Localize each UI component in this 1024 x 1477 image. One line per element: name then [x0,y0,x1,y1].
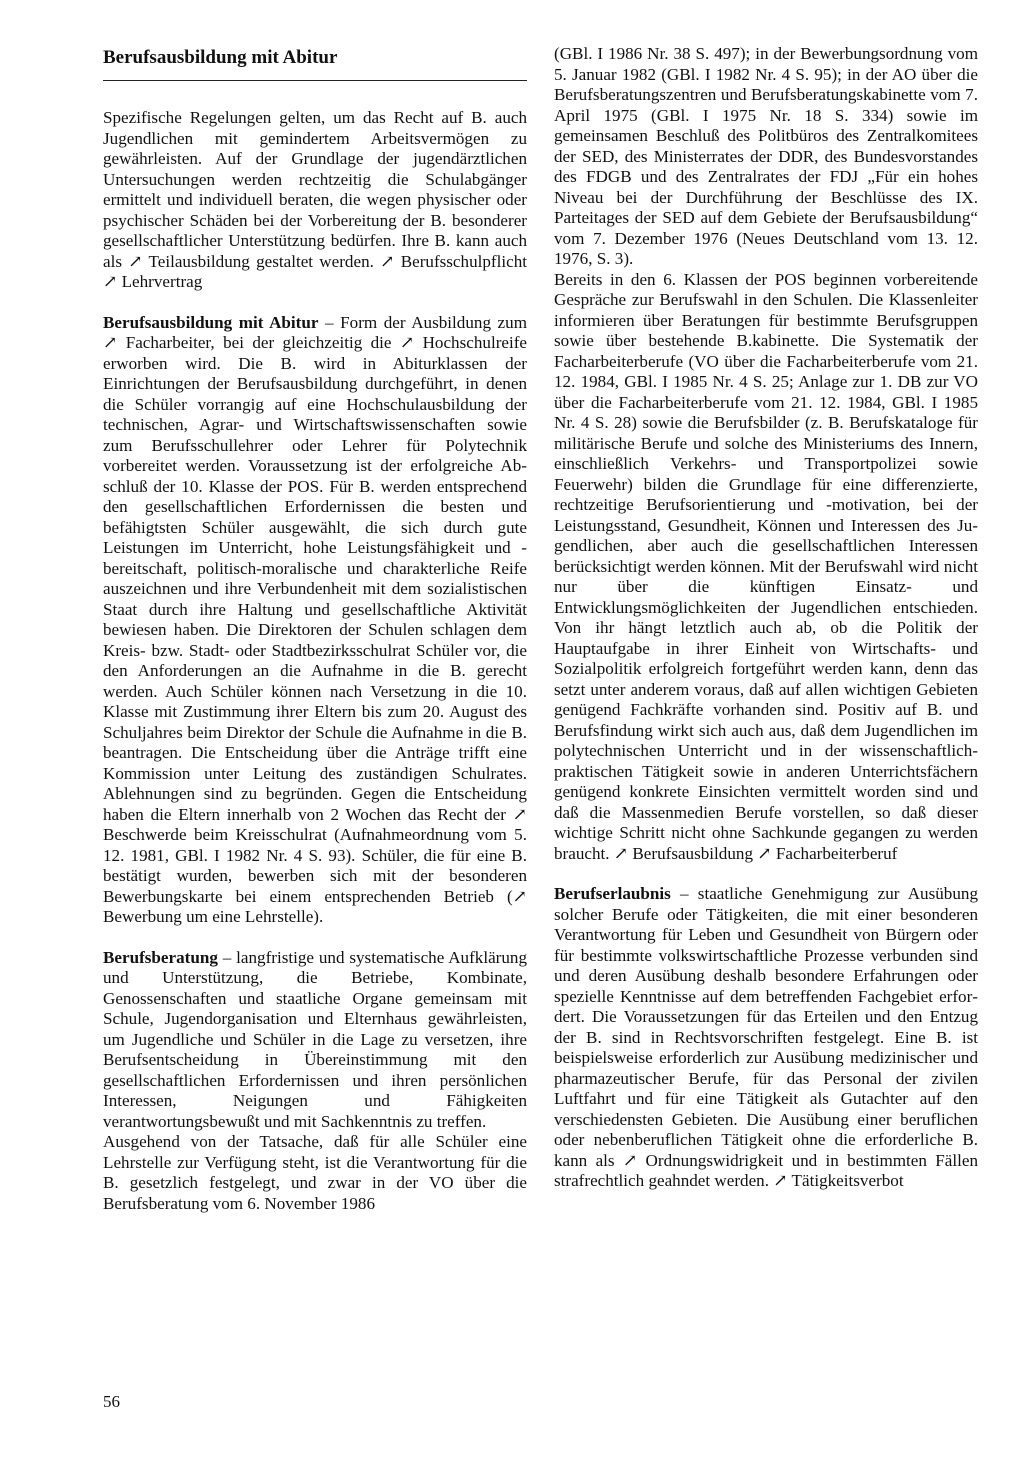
entry-berufsausbildung-mit-abitur [103,313,527,928]
paragraph-berufsberatung-continued: Ausgehend von der Tatsache, daß für alle Schüler eine Lehrstelle zur Verfügung steht, ist die Verantwortung für die B. gesetzlich festgelegt, und zwar in der VO über die Berufsberatung vom 6. November 1986 [103,1132,527,1213]
entry-term: Berufsberatung [103,947,218,967]
header-divider [103,80,527,81]
paragraph-gap [554,864,978,884]
entry-term: Berufserlaubnis [554,884,671,903]
entry-definition: – langfristige und systematische Aufklärung und Unterstützung, die Betriebe, Kombinate, Genossenschaften und staatliche Organe gemeinsam mit Schule, Jugendorganisation und Elternhaus gewährleisten, um Jugendliche und Schüler in die Lage zu versetzen, ihre Berufsentscheidung in Übereinstimmung mit den gesellschaftlichen Erfordernissen und ihren persönlichen Interessen, Neigungen und Fähigkeiten verantwortungsbewußt und mit Sachkenntnis zu treffen. [103,947,527,1131]
entry-berufserlaubnis [554,884,978,1192]
left-column [103,108,527,1214]
right-column [554,44,978,1192]
paragraph-intro: Spezifische Regelungen gelten, um das Recht auf B. auch Jugendlichen mit gemindertem Arbeitsvermögen zu gewährleisten. Auf der Grundlage der jugendärztlichen Untersuchungen werden rechtzeitig die Schulabgänger ermittelt und individuell beraten, die wegen physischer oder psychischer Schäden bei der Vorbereitung der B. besonderer gesellschaftlicher Unterstützung bedürfen. Ihre B. kann auch als ↗ Teilausbildung gestaltet werden. ↗ Berufsschulpflicht ↗ Lehrvertrag [103,108,527,291]
paragraph-legal-references: (GBl. I 1986 Nr. 38 S. 497); in der Bewerbungsordnung vom 5. Januar 1982 (GBl. I 1982 Nr. 4 S. 95); in der AO über die Berufsberatungszentren und Berufsberatungskabinette vom 7. April 1975 (GBl. I 1975 Nr. 18 S. 334) sowie im gemeinsamen Beschluß des Politbüros des Zentralkomitees der SED, des Ministerrates der DDR, des Bundesvorstandes des FDGB und des Zentralrates der FDJ „Für ein hohes Niveau bei der Durchführung der Beschlüsse des IX. Parteitages der SED auf dem Gebiete der Berufsausbildung“ vom 7. Dezember 1976 (Neues Deutschland vom 13. 12. 1976, S. 3). [554,44,978,268]
entry-berufsberatung [103,948,527,1133]
running-header-title: Berufsausbildung mit Abitur [103,47,338,68]
paragraph-berufswahl: Bereits in den 6. Klassen der POS beginnen vorbereitende Gespräche zur Berufswahl in den Schulen. Die Klassenleiter informieren über Beratungen für bestimmte Berufsgruppen sowie über bestehende B.kabinette. Die Systematik der Facharbeiterberufe (VO über die Facharbeiterberufe vom 21. 12. 1984, GBl. I 1985 Nr. 4 S. 25; Anlage zur 1. DB zur VO über die Facharbeiterberufe vom 21. 12. 1984, GBl. I 1985 Nr. 4 S. 28) sowie die Berufsbilder (z. B. Berufskataloge für militärische Berufe und solche des Ministeriums des Innern, einschließlich Verkehrs- und Transportpolizei sowie Feuerwehr) bilden die Grundlage für eine differenzierte, rechtzeitige Berufsorientierung und -motivation, bei der Leistungsstand, Gesundheit, Können und Interessen des Jugendlichen, aber auch die gesellschaftlichen Interessen berücksichtigt werden können. Mit der Berufswahl wird nicht nur über die künftigen Einsatz- und Entwicklungsmöglichkeiten der Jugendlichen entschieden. Von ihr hängt letztlich auch ab, ob die Politik der Hauptaufgabe in ihrer Einheit von Wirtschafts- und Sozialpolitik erfolgreich fortgeführt werden kann, denn das setzt unter anderem voraus, daß auf allen wichtigen Gebieten genügend Fachkräfte vorhanden sind. Positiv auf B. und Berufsfindung wirkt sich auch aus, daß dem Jugendlichen im polytechnischen Unterricht und in der wissenschaftlich-praktischen Tätigkeit sowie in anderen Unterrichtsfächern genügend konkrete Einsichten vermittelt worden sind und daß die Massenmedien Berufe vorstellen, so daß dieser wichtige Schritt nicht ohne Sachkunde gegangen zu werden braucht. ↗ Berufsausbildung ↗ Facharbeiterberuf [554,269,978,863]
entry-definition: – staatliche Genehmigung zur Ausübung solcher Berufe oder Tätigkeiten, die mit einer besonderen Verantwortung für Leben und Gesundheit von Bürgern oder für bestimmte volkswirtschaftliche Prozesse verbunden sind und deren Ausübung deshalb besondere Erfahrungen oder spezielle Kenntnisse auf dem betreffenden Fachgebiet erfordert. Die Voraussetzungen für das Erteilen und den Entzug der B. sind in Rechtsvorschriften festgelegt. Eine B. ist beispielsweise erforderlich zur Ausübung medizinischer und pharmazeutischer Berufe, für das Personal der zivilen Luftfahrt und für eine Tätigkeit als Gutachter auf den verschiedensten Gebieten. Die Ausübung einer beruflichen oder nebenberuflichen Tätigkeit ohne die erforderliche B. kann als ↗ Ordnungswidrigkeit und in bestimmten Fällen strafrechtlich geahndet werden. ↗ Tätigkeitsverbot [554,884,978,1190]
paragraph-gap [103,293,527,313]
entry-term: Berufsausbildung mit Abitur [103,312,319,332]
entry-definition: – Form der Ausbildung zum ↗ Facharbeiter, bei der gleichzeitig die ↗ Hochschulreife erworben wird. Die B. wird in Abiturklassen der Einrichtungen der Berufsausbildung durchgeführt, in denen die Schüler vorrangig auf eine Hochschulausbildung der technischen, Agrar- und Wirtschaftswissenschaften sowie zum Berufsschullehrer oder Lehrer für Polytechnik vorbereitet werden. Voraussetzung ist der erfolgreiche Abschluß der 10. Klasse der POS. Für B. werden entsprechend den gesellschaftlichen Erfordernissen die besten und befähigtsten Schüler ausgewählt, die sich durch gute Leistungen im Unterricht, hohe Leistungsfähigkeit und -bereitschaft, politisch-moralische und charakterliche Reife auszeichnen und ihre Verbundenheit mit dem sozialistischen Staat durch ihre Haltung und gesellschaftliche Aktivität bewiesen haben. Die Direktoren der Schulen schlagen dem Kreis- bzw. Stadt- oder Stadtbezirksschulrat Schüler vor, die den Anforderungen an die Aufnahme in die B. gerecht werden. Auch Schüler können nach Versetzung in die 10. Klasse mit Zustimmung ihrer Eltern bis zum 20. August des Schuljahres beim Direktor der Schule die Aufnahme in die B. beantragen. Die Entscheidung über die Anträge trifft eine Kommission unter Leitung des zuständigen Schulrates. Ablehnungen sind zu begründen. Gegen die Entscheidung haben die Eltern innerhalb von 2 Wochen das Recht der ↗ Beschwerde beim Kreisschulrat (Aufnahmeordnung vom 5. 12. 1981, GBl. I 1982 Nr. 4 S. 93). Schüler, die für eine B. bestätigt wurden, bewerben sich mit der besonderen Bewerbungskarte bei einem entsprechenden Betrieb (↗ Bewerbung um eine Lehrstelle). [103,312,527,926]
paragraph-gap [103,928,527,948]
page-number: 56 [103,1392,120,1411]
